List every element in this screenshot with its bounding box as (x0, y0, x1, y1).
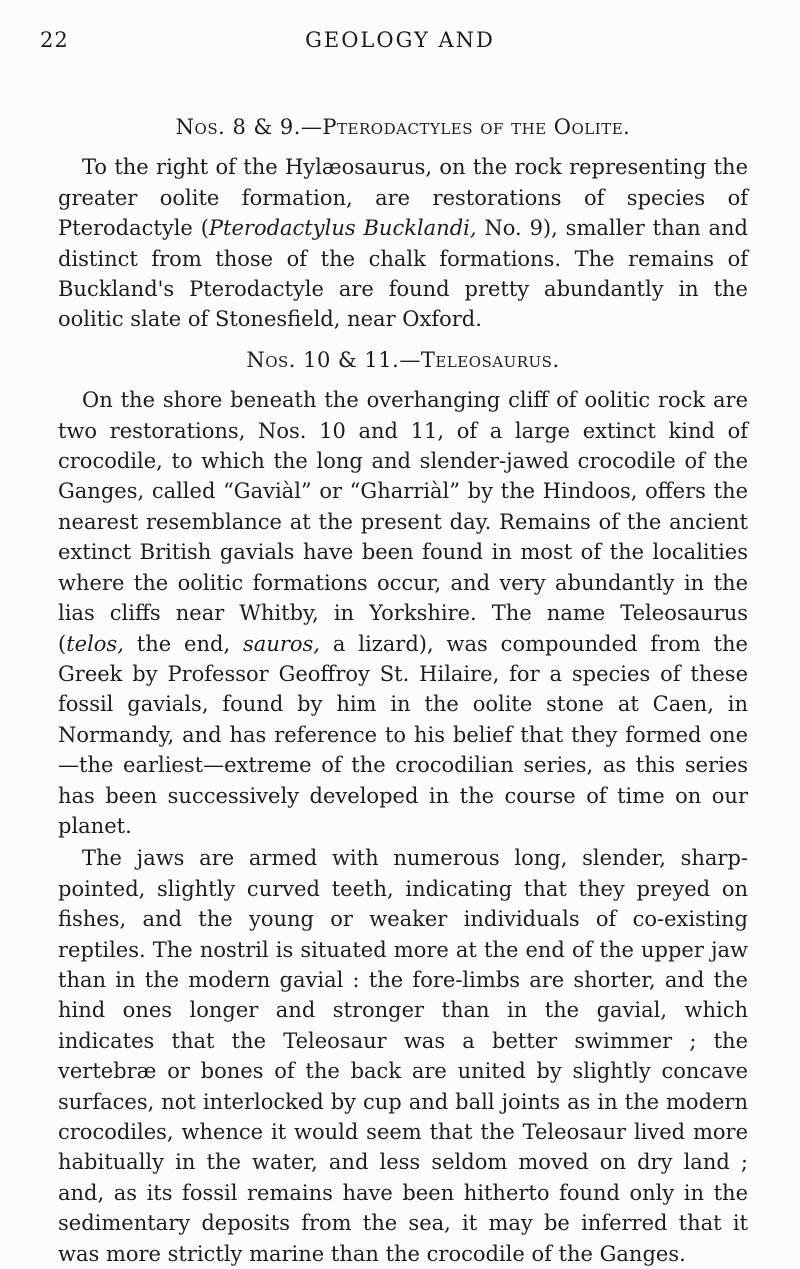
text-run: a lizard), was compounded from the Greek by Professor Geoffroy St. Hilaire, for a species of these fossil gavials, found by him in the oolite stone at Caen, in Normandy, and has reference to his belief that they formed one—the earliest—extreme of the crocodilian series, as this series has been successively developed in the course of time on our planet. (58, 631, 748, 838)
heading-title: Pterodactyles of the Oolite. (322, 115, 631, 139)
running-title: GEOLOGY AND (305, 28, 495, 52)
section-heading-teleosaurus (58, 345, 748, 375)
italic-term: telos, (66, 631, 124, 656)
page-content (58, 112, 748, 1269)
heading-dash: — (300, 115, 323, 139)
paragraph-teleosaurus-restorations (58, 385, 748, 841)
italic-term: Pterodactylus Bucklandi, (208, 216, 477, 241)
paragraph-pterodactyles (58, 152, 748, 334)
text-run: The jaws are armed with numerous long, slender, sharp-pointed, slightly curved teeth, indicating that they preyed on fishes, and the young or weaker individuals of co-existing reptiles. The nostril is situated more at the end of the upper jaw than in the modern gavial : the fore-limbs are shorter, and the hind ones longer and stronger than in the gavial, which indicates that the Teleosaur was a better swimmer ; the vertebræ or bones of the back are united by slightly concave surfaces, not interlocked by cup and ball joints as in the modern crocodiles, whence it would seem that the Teleosaur lived more habitually in the water, and less seldom moved on dry land ; and, as its fossil remains have been hitherto found only in the sedimentary deposits from the sea, it may be inferred that it was more strictly marine than the crocodile of the Ganges. (58, 846, 748, 1266)
paragraph-teleosaurus-jaws (58, 843, 748, 1269)
heading-numbers: Nos. 8 & 9. (175, 115, 301, 139)
section-heading-pterodactyles (58, 112, 748, 142)
running-head (0, 28, 800, 58)
heading-title: Teleosaurus. (420, 347, 560, 372)
heading-numbers: Nos. 10 & 11. (246, 347, 400, 372)
text-run: No. 9), smaller than and distinct from those of the chalk formations. The remains of Buckland's Pterodactyle are found pretty abundantly in the oolitic slate of Stonesfield, near Oxford. (58, 216, 748, 332)
heading-dash: — (399, 347, 421, 372)
italic-term: sauros, (243, 631, 320, 656)
page-number: 22 (40, 28, 69, 52)
text-run: On the shore beneath the overhanging cliff of oolitic rock are two restorations, Nos. 10 and 11, of a large extinct kind of crocodile, to which the long and slender-jawed crocodile of the Ganges, called “Gaviàl” or “Gharriàl” by the Hindoos, offers the nearest resemblance at the present day. Remains of the ancient extinct British gavials have been found in most of the localities where the oolitic formations occur, and very abundantly in the lias cliffs near Whitby, in Yorkshire. The name Teleosaurus ( (58, 388, 748, 656)
text-run: the end, (123, 631, 244, 656)
text-run: To the right of the Hylæosaurus, on the rock representing the greater oolite formation, are restorations of species of Pterodactyle ( (58, 155, 748, 241)
